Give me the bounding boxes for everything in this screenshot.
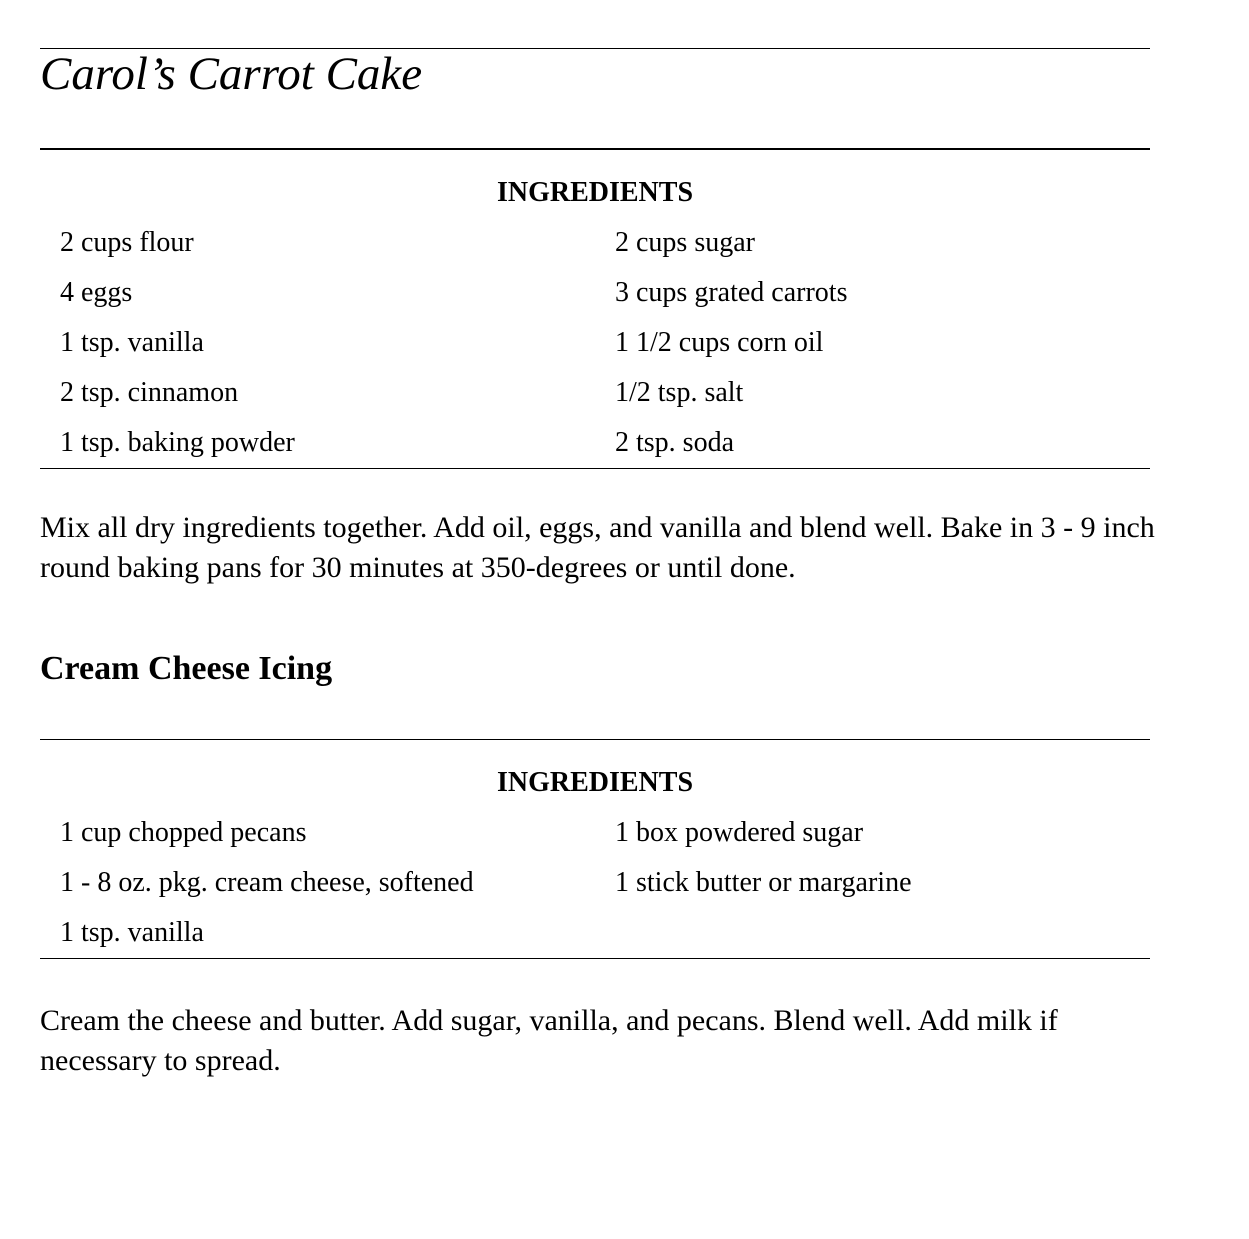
icing-title: Cream Cheese Icing [40, 650, 333, 687]
recipe-title: Carol’s Carrot Cake [40, 48, 423, 100]
icing-ingredients-left [60, 808, 474, 958]
ingredient-item: 3 cups grated carrots [615, 277, 848, 308]
ingredients-bottom-rule [40, 468, 1150, 469]
icing-ingredients-bottom-rule [40, 958, 1150, 959]
ingredient-item: 1 tsp. baking powder [60, 427, 295, 458]
icing-ingredients-right [615, 808, 912, 908]
ingredient-item: 1 tsp. vanilla [60, 917, 204, 948]
ingredient-item: 1 tsp. vanilla [60, 327, 204, 358]
ingredient-item: 1 - 8 oz. pkg. cream cheese, softened [60, 867, 474, 898]
ingredient-item: 2 cups flour [60, 227, 194, 258]
ingredients-top-rule [40, 148, 1150, 150]
ingredient-item: 2 tsp. soda [615, 427, 734, 458]
ingredient-item: 1/2 tsp. salt [615, 377, 744, 408]
cake-ingredients-right [615, 218, 847, 468]
icing-instructions: Cream the cheese and butter. Add sugar, vanilla, and pecans. Blend well. Add milk if necessary to spread. [40, 1004, 1058, 1077]
ingredient-item: 1 box powdered sugar [615, 817, 864, 848]
ingredient-item: 1 stick butter or margarine [615, 867, 912, 898]
ingredient-item: 2 cups sugar [615, 227, 755, 258]
ingredient-item: 2 tsp. cinnamon [60, 377, 239, 408]
ingredient-item: 4 eggs [60, 277, 133, 308]
icing-ingredients-top-rule [40, 739, 1150, 740]
ingredient-item: 1 cup chopped pecans [60, 817, 307, 848]
icing-ingredients-heading: INGREDIENTS [496, 767, 694, 798]
cake-ingredients-left [60, 218, 295, 468]
ingredient-item: 1 1/2 cups corn oil [615, 327, 824, 358]
ingredients-heading: INGREDIENTS [496, 177, 694, 208]
cake-instructions: Mix all dry ingredients together. Add oil, eggs, and vanilla and blend well. Bake in 3 - 9 inch round baking pans for 30 minutes at 350-degrees or until done. [40, 511, 1155, 584]
